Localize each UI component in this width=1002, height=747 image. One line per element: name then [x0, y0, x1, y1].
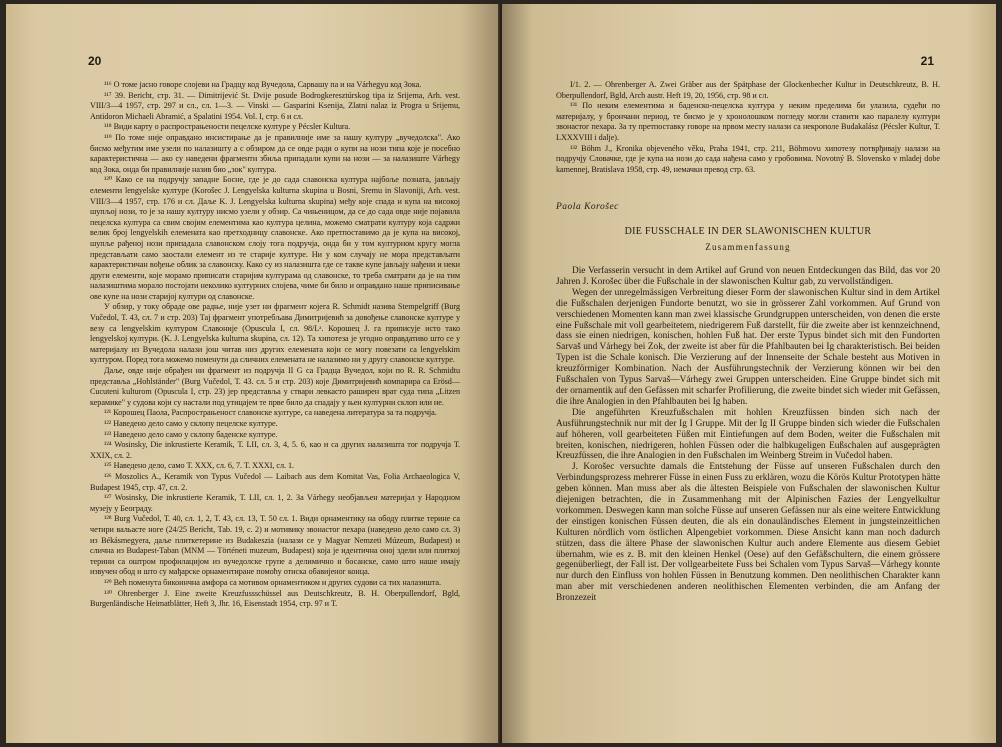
- footnote: ¹²¹ Корошец Паола, Распрострањеност славонске културе, са наведена литература за та подручја.: [104, 408, 437, 418]
- footnote: ¹³¹ По неким елементима и баденско-пецелска култура у неким пределима би улазила, судећи по материјалу, у брончани период, те бисмо је у хронолошком погледу могли ставити као паралелу култури звонастог пехара. За ту претпоставку говоре на првом месту налази са некрополе Budakalász (Pécsler Kultur, Т. LXXXVIII і dalje).: [556, 101, 940, 142]
- right-page: [502, 4, 996, 743]
- footnote: ¹²⁹ Већ поменута бикоинчна амфора са мотивом орнаментиком и других судови са тих налазишта.: [104, 577, 442, 587]
- article-title: DIE FUSSCHALE IN DER SLAWONISCHEN KULTUR: [624, 226, 872, 237]
- page-number: 21: [920, 54, 934, 68]
- article-subtitle: Zusammenfassung: [705, 242, 791, 252]
- footnote: ¹²³ Наведено дело само у склопу баденске културе.: [104, 429, 278, 439]
- body-paragraph: Die Verfasserin versucht in dem Artikel auf Grund von neuen Entdeckungen das Bild, das vor 20 Jahren J. Korošec über die Fußschale in der slawonischen Kultur gab, zu vervollständigen.: [556, 266, 940, 287]
- footnote: ¹²⁷ Wosinsky, Die inkrustierte Keramik, Т. LII, сл. 1, 2. За Várhegy необјављен материјал у Народном музеју у Београду.: [90, 493, 460, 513]
- footnote: Даље, овде није обрађен ни фрагмент из подручја II G са Градца Вучедол, који по R. R. Schmidtu представља „Hohlständer" (Burg Vučedol, Т. 43. сл. 5 и стр. 203) које Димитријевић компарира са Erösd—Cucuteni kulturom (Opuscula I, стр. 23) јер представља у ствари левкасто раширен врат суда типа „Litzen керамике" у судова који су настали под утицајем те прве било да спадају у њен културни склоп или не.: [90, 366, 460, 407]
- article-author: Paola Korošec: [556, 202, 619, 212]
- body-paragraph: Wegen der unregelmässigen Verbreitung dieser Form der slawonischen Kultur sind in dem Artikel die Fußschalen derjenigen Fundorte benutzt, wo sie in grösserer Zahl vorkommen. Auf Grund von verschiedenen Momenten kann man zwei klassische Grundgruppen unterscheiden, von denen die erste eine Fußschale mit voll gearbeitetem, niedrigerem Fuß darstellt, für die zweite aber ist kennzeichnend, dass sie einen niedrigen, konischen, hohlen Fuß hat. Der erste Typus bindet sich mit den Fundorten Sarvaš und Várhegy bei Zok, der zweite ist aber für die Pfahlbauten bei Ig charakteristisch. Bei beiden Typen ist die Schale konisch. Die Verzierung auf der Innenseite der Schale besteht aus Motiven in kreuzförmiger Kombination. Nach der Ausführungstechnik der Verzierung können wir bei den Fußschalen von Typus Sarvaš—Várhegy zwei Gruppen unterscheiden. Eine Gruppe bindet sich mit der ornamentik auf den Gefässen mit scharfer Profilierung, die zweite bindet sich wieder mit Gefässen, die ihre Analogien in den Pfahlbauten bei Ig haben.: [556, 287, 940, 407]
- left-page: [6, 4, 500, 743]
- footnote: ¹²⁰ Како се на подручју западне Босне, где је до сада славонска култура најбоље позната, јављају елементи lengyelske културе (Korošec J. Lengyelska kulturna skupina u Bosni, Sremu in Slavoniji, Arh. vest. VIII/3—4 1957, стр. 176 и сл. Даље K. J. Lengyelska kulturna skupina) међу које спада и купа на високој шупљој нози, то је за нашу културу нисмо узели у обзир. Са чињеницом, да се до сада овде није појавила пецелска култура са свим својим елементима као култура целина, можемо сматрати културу која садржи велик број lengyelskih елемената као претходницу славонске. Ако претпоставимо да је купа на високој, шупље рађеној нози припадала славонском слоју тога подручја, онда би у том културном кругу могла представљати само заостали елемент из те старије културе. Ни у ком случају не мора представљати карактеристичан вођење облик за славонску. Како су из налазишта где се такве купе јављају нађени и неки други елементи, које морамо приписати старијим културама од славонске, то треба сматрати да је на тим налазиштима морало постојати неколико културних слојева, чиме би било и оправдано наше приписивање ове купе на нози старијој култури од славонске.: [90, 175, 460, 301]
- book-spread: [6, 4, 996, 743]
- footnote: ¹²⁴ Wosinsky, Die inkrustierte Keramik, Т. LII, сл. 3, 4, 5. 6, као и са других налазишта тог подручја Т. XXIX, сл. 2.: [90, 440, 460, 460]
- footnote: ¹²⁶ Moszolics A., Keramik von Typus Vučedol — Laibach aus dem Komitat Vas, Folia Archaeologica V, Budapest 1945, стр. 47, сл. 2.: [90, 471, 460, 492]
- body-paragraph: J. Korošec versuchte damals die Entstehung der Füsse auf unseren Fußschalen durch den Verbindungsprozess mehrerer Füsse in einen Fuss zu erklären, wozu die Körös Kultur Prototypen hätte geben können. Man muss aber als die ältesten Beispiele von Fußschalen der slawonischen Kultur diejenigen betrachten, die in Zusammenhang mit der Alpinischen Fazies der Lengyelkultur vorkommen. Deswegen kann man solche Füsse auf unseren Gefässen nur als eine weitere Entwicklung der einstigen konischen Füssen deuten, die als ein donauländisches Element in jungsteinzeitlichen Kulturen nördlich vom östlichen Alpengebiet vorkommen. Diese Ansicht kann man noch dadurch stützen, dass die ältere Phase der slawonischen Kultur auch andere Elemente aus diesem Gebiet übernahm, wie es z. B. mit den kleinen Henkel (Oese) auf den Gefäßschultern, die einem grössere gegenüberliegt, der Fall ist. Der vollgearbeitete Fuss bei Schalen vom Typus Sarvaš—Várhegy konnte nur durch den Einfluss von hohlen Füssen in Benutzung kommen. Den neolithischen Charakter kann man aber mit verschiedenen anderen neolithischen Elementen verbinden, die am Anfang der Bronzezeit: [556, 462, 940, 604]
- footnote: I/1. 2. — Ohrenberger A. Zwei Gräber aus der Spätphase der Glockenbecher Kultur in Deutschkreutz, B. H. Oberpullendorf, Bgld, Arch austr. Heft 19, 20, 1956, стр. 98 и сл.: [556, 80, 940, 100]
- footnote: ¹³² Böhm J., Kronika objeveného věku, Praha 1941, стр. 211, Böhmovu хипотезу потврђивају налази на подручју Словачке, где је купа на нози до сада нађена само у гробовима. Novotný B. Slovensko v mladej dobe kamennej, Bratislava 1958, стр. 49, немачки превод стр. 63.: [556, 143, 940, 174]
- footnote: ¹²⁸ Burg Vučedol, Т. 40, сл. 1, 2, Т. 43, сл. 13, Т. 50 сл. 1. Види орнаментику на ободу плитке терине са четири вальасте ноге (24/25 Bericht, Таb. 19, с. 2) и мотивику звонастог пехара (наведено дело само сл. 3) из Békásmegyera, даље плиткетерине из Budakeszia (налази се у Magyar Nemzeti Múzeum, Budapest) и слична из Budapest-Taban (MNM — Történeti muzeum, Budapest) која је идентична оној здели или плиткој терини са оштром профилацијом из вучедолске групе а делимично и босанске, само што наше имају извучен обод и што су мађарске орнаментиране помоћу отиска обавијеног конца.: [90, 514, 460, 577]
- footnote: ¹¹⁸ Види карту о распрострањености пецелске културе у Pécsler Kultura.: [104, 122, 351, 132]
- footnote: ¹¹⁹ По томе није оправдано инсистирање да је правилније име за нашу културу „вучедолска". Ако бисмо међутим име узели по налазишту а с обзиром да се овде ради о купи на нози типа које је посебно карактеристична — ако су наведени фрагменти збиља припадали купи на нози — за налазиште Várhegy код Зока, онда би правилније назив био „зок" култура.: [90, 132, 460, 174]
- footnote: ¹¹⁶ О томе јасно говоре слојеви на Градцу код Вучедола, Сарвашу па и на Várhegyu код Зока.: [104, 80, 422, 89]
- footnote: ¹²² Наведено дело само у склопу пецелске културе.: [104, 419, 278, 428]
- footnote: ¹¹⁷ 39. Bericht, стр. 31. — Dimitrijević St. Dvije posude Bodrogkeresztúrskog tipa iz Srijema, Arh. vest. VIII/3—4 1957, стр. 297 и сл., сл. 1—3. — Vinski — Gasparini Ksenija, Zlatni nalaz iz Progra u Srijemu, Antidoron Michaeli Abramić, a Spalatini 1954. Vol. I, стр. 6 и сл.: [90, 90, 460, 121]
- page-number: 20: [88, 54, 102, 68]
- footnotes-column: [90, 80, 460, 610]
- footnote: У обзир, у току обраде ове радње, није узет ни фрагмент којега R. Schmidt назива Stempelgriff (Burg Vučedol, Т. 43, сл. 7 и стр. 203) Тај фрагмент употребљава Димитријевић за довођење славонске културе у везу са lengyelskim културом Славоније (Opuscula I, сл. 98/Lᵃ. Корошец Ј. га приписује исто тако lengyelskoj култури. (K. J. Lengyelska kulturna skupina, сл. 12). Та хипотеза је угодно оправдативо што се у материјалу из Вучедола налази још читав низ других елемената који се могу повезати са lengyelskim културом. Поред тога можемо поменути да сличних елемената не налазимо ни у другу славонске културе.: [90, 302, 460, 365]
- footnote: ¹³⁰ Ohrenberger J. Eine zweite Kreuzfussschüssel aus Deutschkreutz, B. H. Oberpullendorf, Bgld, Burgenländische Heimatblätter, Heft 3, Jhr. 16, Eisenstadt 1954, стр. 97 и Т.: [90, 588, 460, 609]
- footnotes-column: [556, 80, 940, 175]
- body-paragraph: Die angeführten Kreuzfußschalen mit hohlen Kreuzfüssen binden sich nach der Ausführungstechnik nur mit der Ig I Gruppe. Mit der Ig II Gruppe binden sich wieder die Fußschalen auf höheren, voll gearbeiteten Füßen mit Eintiefungen auf dem Boden, weiter die Fußschalen mit breiten, konischen, niedrigeren, hohlen Füssen oder die halbkugeligen Eußschalen auf ausgeprägten Kreuzfüssen, die ihre Analogien in den Fußschalen im Weinberg Streim in Vučedol haben.: [556, 407, 940, 462]
- summary-body: [556, 266, 940, 604]
- footnote: ¹²⁵ Наведено дело, само Т. XXX, сл. 6, 7. Т. XXXI, сл. 1.: [104, 461, 295, 471]
